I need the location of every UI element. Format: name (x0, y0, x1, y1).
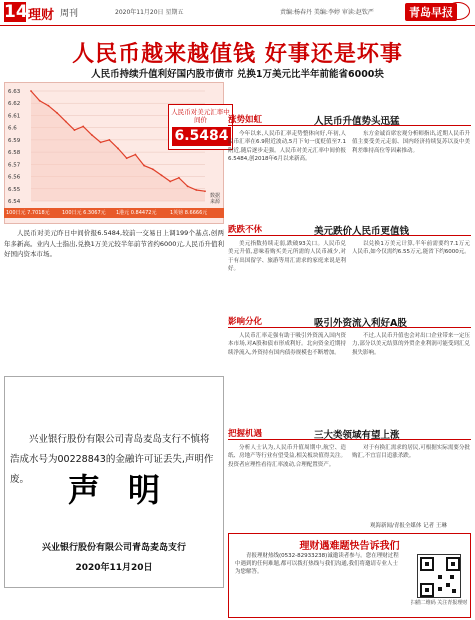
page-number: 14 (4, 2, 28, 22)
article-byline: 观海新闻/青报全媒体 记者 王琳 (370, 523, 447, 529)
notice-signatory: 兴业银行股份有限公司青岛麦岛支行 (41, 543, 186, 553)
chart-source-label: 数据来源 (210, 193, 221, 205)
data-point (74, 129, 76, 131)
lead-paragraph: 人民币对美元昨日中间价报6.5484,较前一交易日上调199个基点,创两年多新高。业内人士指出,兑换1万美元较半年前节省约6000元,人民币升值利好国内资本市场。 (4, 229, 224, 258)
sub-headline: 人民币持续升值利好国内股市债市 兑换1万美元比半年前能省6000块 (91, 69, 384, 80)
y-tick-label: 6.63 (8, 89, 21, 95)
notice-body: 兴业银行股份有限公司青岛麦岛支行不慎将浩成水号为00228843的金融许可证丢失,声明作废。 (10, 434, 214, 485)
y-tick-label: 6.58 (8, 150, 21, 157)
section-bar (228, 112, 471, 126)
section-heading: 美元跌价人民币更值钱 (314, 226, 410, 237)
y-tick-label: 6.56 (8, 174, 21, 181)
data-point (65, 121, 67, 123)
data-point (100, 141, 102, 143)
data-point (117, 148, 119, 150)
hotline-box (228, 533, 471, 618)
section-subtitle: 周刊 (60, 9, 79, 19)
y-tick-label: 6.59 (8, 137, 21, 144)
data-point (187, 185, 189, 187)
callout-label: 人民币对美元汇率中间价 (171, 108, 230, 124)
y-tick-label: 6.54 (8, 199, 21, 205)
data-point (48, 105, 50, 107)
section-tag: 影响分化 (228, 317, 263, 327)
hotline-title: 理财遇难题快告诉我们 (299, 541, 400, 552)
rate-item: 100日元 7.7018元 (6, 210, 50, 216)
section-tag: 跌跌不休 (228, 225, 263, 235)
data-point (126, 157, 128, 159)
article-column: 对于有换汇需求的居民,可根据实际需要分批购汇,不宜盲目追涨杀跌。 (352, 445, 470, 460)
section-title: 理财 (28, 8, 55, 23)
section-heading: 吸引外资流入利好A股 (314, 318, 407, 329)
article-column: 以兑换1万美元计算,半年前需要约7.1万元人民币,如今仅需约6.55万元,能省下约6000元。 (352, 241, 470, 256)
exchange-rate-chart (4, 82, 230, 224)
section-bar (228, 426, 471, 440)
rate-item: 100日元 6.3067元 (62, 210, 106, 216)
article-section (228, 222, 471, 306)
rate-item: 1港元 0.84472元 (116, 210, 157, 216)
callout-value: 6.5484 (172, 127, 231, 146)
article-column: 分析人士认为,人民币升值周期中,航空、造纸、房地产等行业有望受益,相关板块值得关注。投资者应理性看待汇率波动,合理配置资产。 (228, 445, 346, 468)
data-point (169, 181, 171, 183)
section-bar (228, 222, 471, 236)
data-point (161, 174, 163, 176)
page-header (0, 0, 475, 26)
data-point (178, 177, 180, 179)
hotline-text: 青报理财热线(0532-82933238)诚邀读者参与。您在理财过程中遇到的任何难题,都可以拨打热线与我们沟通,我们将邀请专业人士为您解答。 (235, 553, 399, 575)
data-point (143, 165, 145, 167)
section-tag: 把握机遇 (228, 429, 263, 439)
section-tag: 涨势如虹 (228, 115, 263, 125)
newspaper-brand: 青岛早报 (405, 3, 457, 21)
data-point (195, 189, 197, 191)
brand-logo-icon (446, 2, 470, 20)
section-heading: 人民币升值势头迅猛 (314, 116, 400, 127)
data-point (108, 139, 110, 141)
qr-label: 扫描二维码 关注青报理财 (410, 600, 468, 606)
main-headline: 人民币越来越值钱 好事还是坏事 (72, 42, 403, 67)
data-point (30, 90, 32, 92)
section-bar (228, 314, 471, 328)
y-tick-label: 6.6 (8, 125, 17, 132)
rate-item: 1英镑 8.6666元 (170, 210, 208, 216)
article-section (228, 112, 471, 210)
rates-ticker (4, 208, 224, 218)
issue-date: 2020年11月20日 星期五 (115, 9, 184, 16)
y-tick-label: 6.61 (8, 113, 21, 120)
article-section (228, 314, 471, 418)
chart-callout (168, 104, 233, 150)
article-column: 不过,人民币升值也会对出口企业带来一定压力,部分以美元结算的外贸企业利润可能受到汇兑损失影响。 (352, 333, 470, 356)
data-point (56, 112, 58, 114)
article-section (228, 426, 471, 518)
y-tick-label: 6.62 (8, 101, 21, 108)
editor-credits: 责编:杨春丹 美编:李婷 审读:赵钦严 (280, 9, 374, 16)
data-point (39, 100, 41, 102)
section-heading: 三大类领域有望上涨 (314, 430, 400, 441)
article-column: 东方金诚首席宏观分析师指出,近期人民币升值主要受美元走弱、国内经济持续复苏以及中美利差维持高位等因素推动。 (352, 131, 470, 154)
article-column: 今年以来,人民币汇率走势整体向好,年初,人民币汇率在6.9附近波动,5月下旬一度贬值至7.1附近,随后逐步走强。人民币对美元汇率中间价报6.5484,创2018年6月以来新高。 (228, 131, 346, 163)
article-column: 美元指数持续走弱,跌破93关口。人民币兑美元升值,意味着购买美元所需的人民币减少,对于有出国留学、旅游等用汇需求的家庭来说是利好。 (228, 241, 346, 273)
y-tick-label: 6.55 (8, 186, 21, 193)
data-point (204, 190, 206, 192)
data-point (152, 168, 154, 170)
notice-title: 声明 (67, 471, 188, 509)
y-tick-label: 6.57 (8, 162, 21, 169)
notice-date: 2020年11月20日 (75, 563, 153, 573)
data-point (135, 154, 137, 156)
qr-code-icon[interactable] (417, 554, 461, 598)
article-column: 人民币汇率走强有助于吸引外资流入国内资本市场,对A股和债市形成利好。北向资金近期持续净流入,外资持有国内债券规模也不断增加。 (228, 333, 346, 356)
data-point (91, 134, 93, 136)
data-point (82, 126, 84, 128)
